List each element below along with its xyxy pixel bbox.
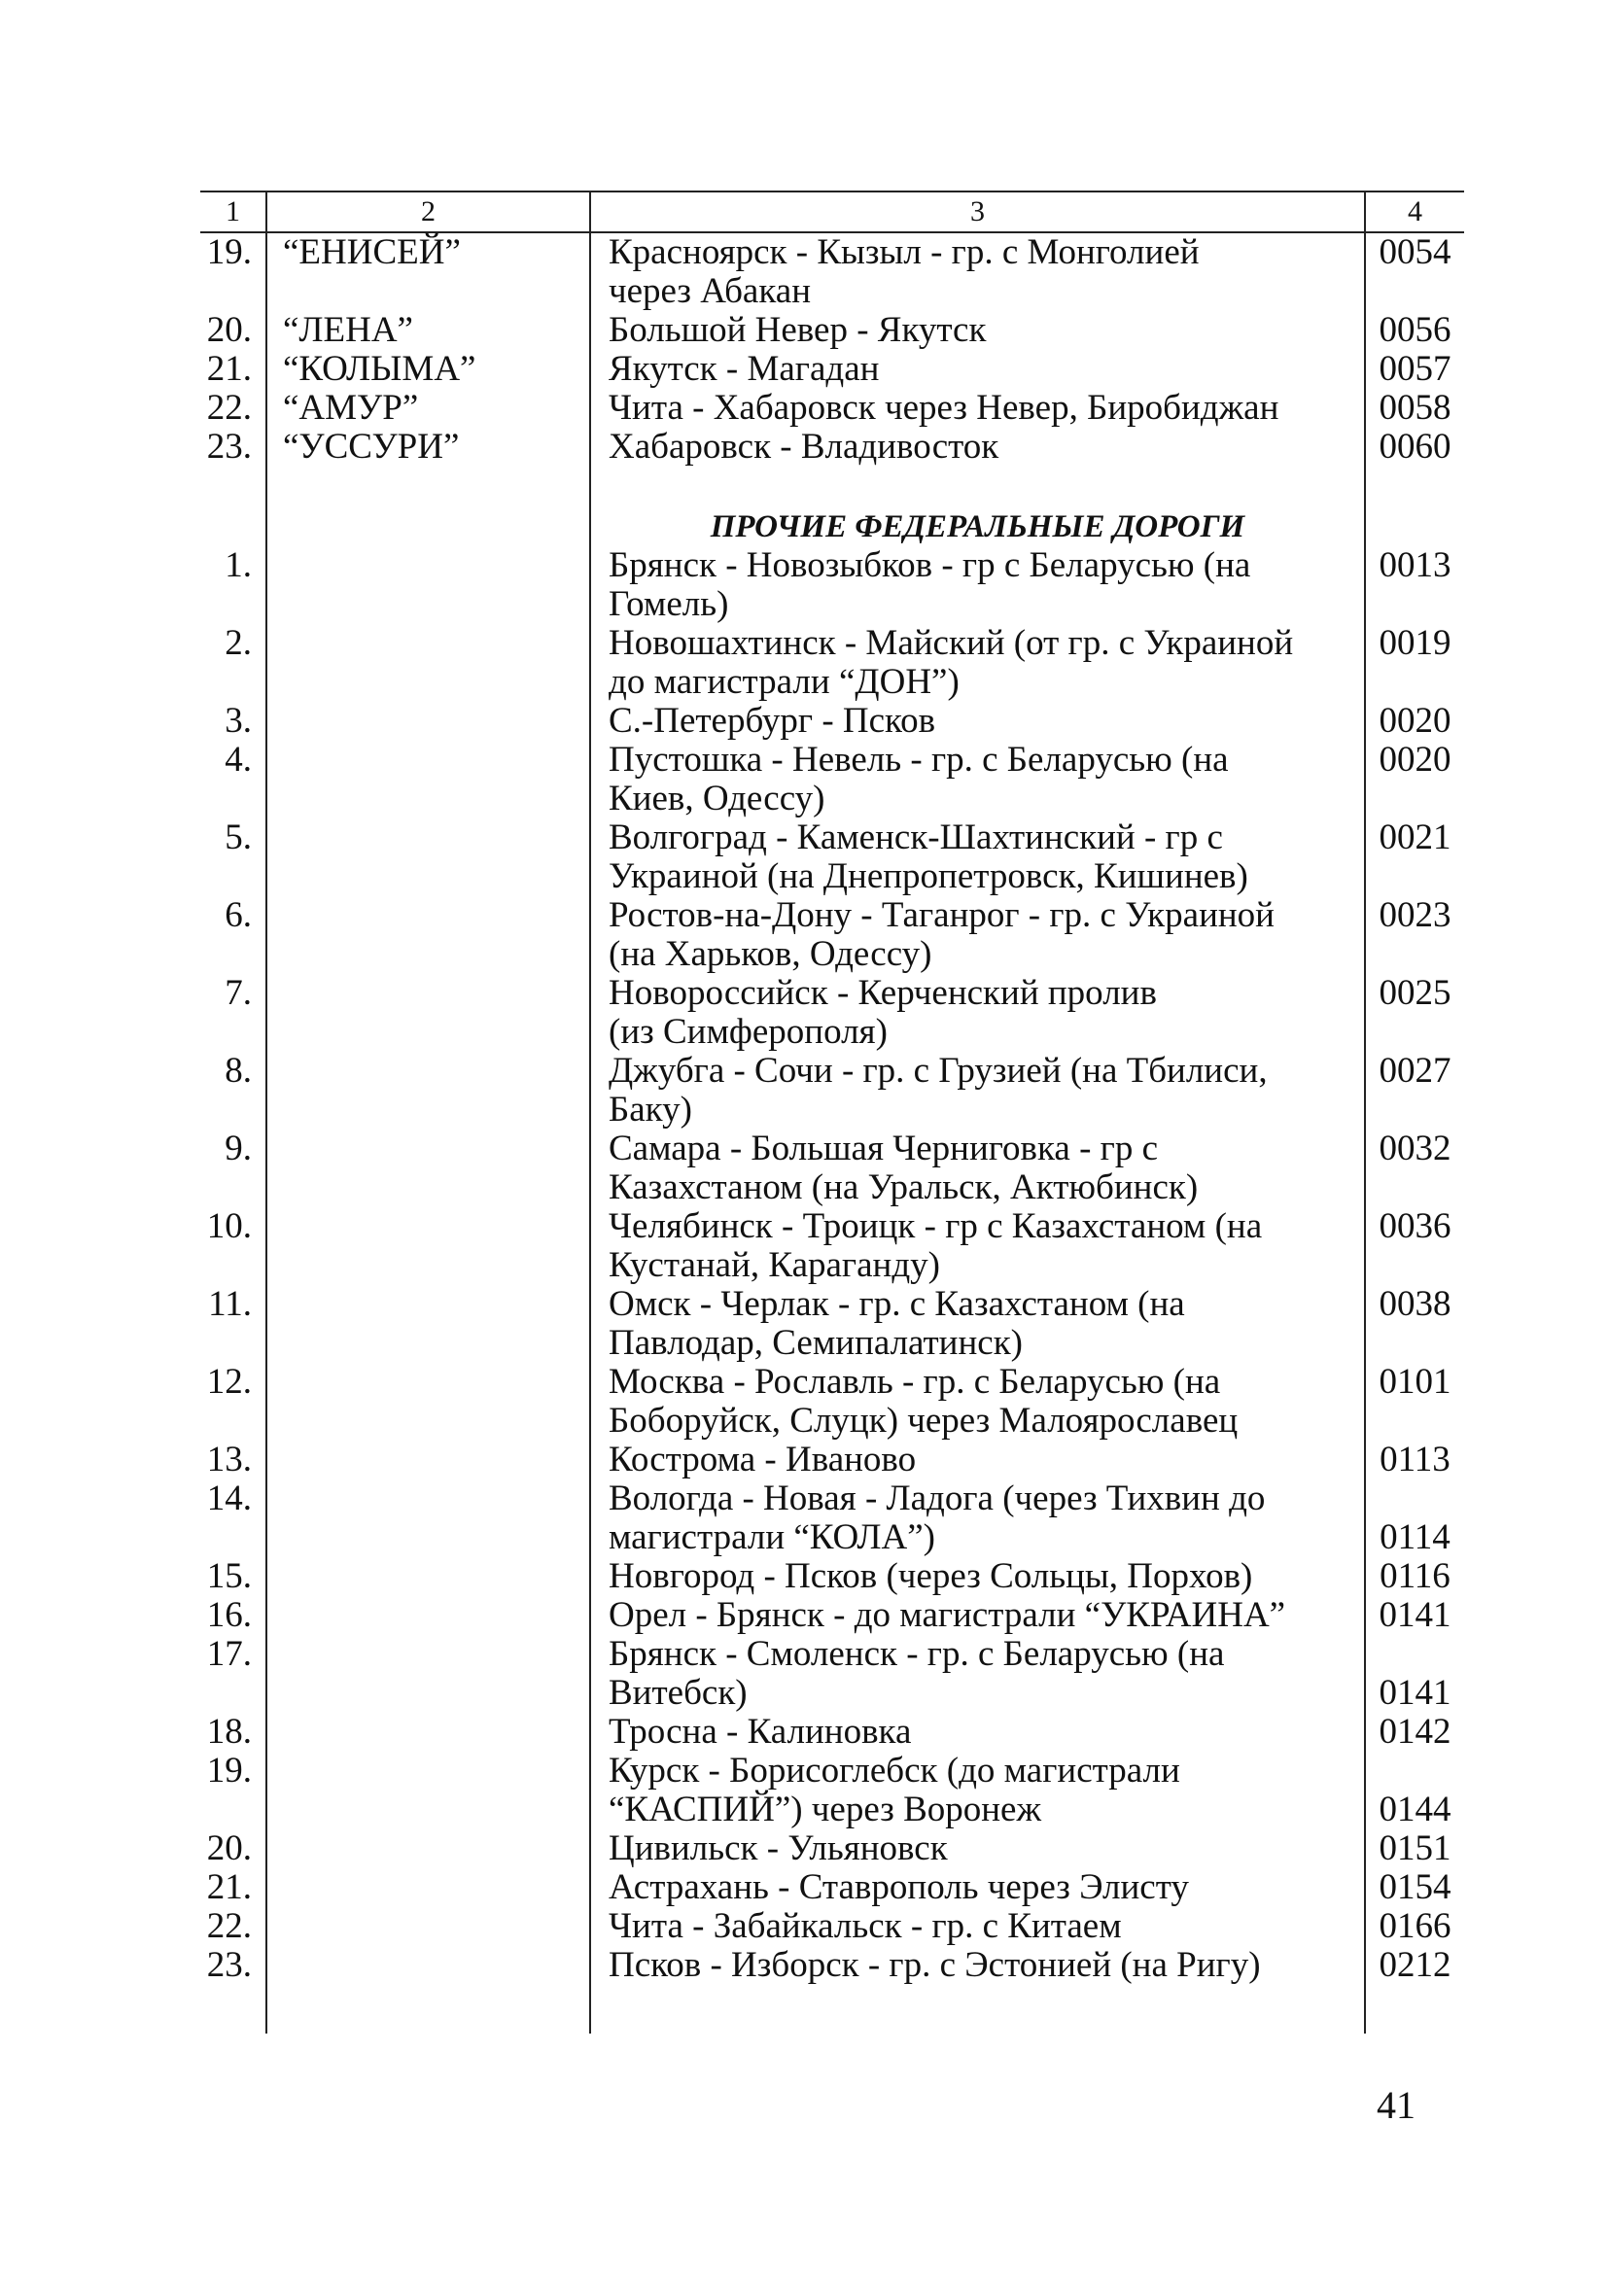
- route-line: Пустошка - Невель - гр. с Беларусью (на: [609, 740, 1229, 780]
- section-empty: [200, 507, 266, 546]
- row-number: 19.: [206, 232, 252, 272]
- road-name: [266, 702, 590, 741]
- road-code-value: 0036: [1379, 1206, 1451, 1246]
- table-row: [200, 1479, 1464, 1557]
- route-description: [590, 1052, 1365, 1130]
- section-row: [200, 507, 1464, 546]
- table-row: [200, 546, 1464, 624]
- road-code: [1365, 232, 1464, 311]
- road-name: “ЛЕНА”: [266, 311, 590, 350]
- table-row: [200, 311, 1464, 350]
- route-line: Брянск - Смоленск - гр. с Беларусью (на: [609, 1634, 1225, 1674]
- table-row: [200, 428, 1464, 467]
- route-description: [590, 1946, 1365, 1985]
- table-row: [200, 1207, 1464, 1285]
- route-description: [590, 1363, 1365, 1441]
- road-code-value: 0101: [1379, 1362, 1451, 1402]
- tail-row: [200, 1985, 1464, 2034]
- road-code-value: 0057: [1379, 349, 1451, 389]
- road-code-value: 0144: [1379, 1790, 1451, 1829]
- table-row: [200, 818, 1464, 896]
- road-name: [266, 1868, 590, 1907]
- table-row: [200, 389, 1464, 428]
- route-line: Якутск - Магадан: [609, 349, 880, 389]
- route-line: Ростов-на-Дону - Таганрог - гр. с Украиной: [609, 895, 1275, 935]
- row-number: 12.: [206, 1362, 252, 1402]
- page-number: 41: [1377, 2083, 1416, 2127]
- route-line: до магистрали “ДОН”): [609, 662, 960, 702]
- road-code: [1365, 702, 1464, 741]
- route-description: [590, 389, 1365, 428]
- route-line: Новгород - Псков (через Сольцы, Порхов): [609, 1556, 1253, 1596]
- table-row: [200, 1752, 1464, 1829]
- road-code-value: 0021: [1379, 818, 1451, 857]
- road-code: [1365, 1052, 1464, 1130]
- table-row: [200, 1557, 1464, 1596]
- road-name: [266, 1596, 590, 1635]
- tail-cell: [200, 1985, 266, 2034]
- road-name: [266, 1557, 590, 1596]
- road-code: [1365, 1479, 1464, 1557]
- road-code-value: 0060: [1379, 427, 1451, 467]
- federal-roads-table: [200, 191, 1464, 2034]
- road-name: [266, 624, 590, 702]
- road-name: [266, 896, 590, 974]
- table-row: [200, 1052, 1464, 1130]
- road-code-value: 0020: [1379, 701, 1451, 741]
- road-name: [266, 1207, 590, 1285]
- road-code-value: 0154: [1379, 1867, 1451, 1907]
- route-line: Курск - Борисоглебск (до магистрали: [609, 1751, 1180, 1791]
- road-code: [1365, 1130, 1464, 1207]
- road-code: [1365, 350, 1464, 389]
- road-code-value: 0114: [1380, 1517, 1451, 1557]
- route-description: [590, 350, 1365, 389]
- route-description: [590, 1441, 1365, 1479]
- road-name: [266, 1752, 590, 1829]
- route-description: [590, 1635, 1365, 1713]
- row-number: 23.: [206, 1945, 252, 1985]
- route-line: Витебск): [609, 1673, 748, 1713]
- route-description: [590, 741, 1365, 818]
- road-name: “ЕНИСЕЙ”: [266, 232, 590, 311]
- spacer-cell: [590, 467, 1365, 507]
- route-description: [590, 428, 1365, 467]
- route-description: [590, 896, 1365, 974]
- row-number: 22.: [206, 1906, 252, 1946]
- road-name: “АМУР”: [266, 389, 590, 428]
- road-code: [1365, 1946, 1464, 1985]
- table-row: [200, 1285, 1464, 1363]
- row-number: 11.: [208, 1284, 252, 1324]
- road-code: [1365, 1829, 1464, 1868]
- table-row: [200, 1829, 1464, 1868]
- route-description: [590, 1285, 1365, 1363]
- table-row: [200, 350, 1464, 389]
- road-code: [1365, 1752, 1464, 1829]
- row-number: 22.: [206, 388, 252, 428]
- road-name: [266, 1907, 590, 1946]
- road-name: [266, 1635, 590, 1713]
- route-line: (на Харьков, Одессу): [609, 934, 932, 974]
- row-number: 7.: [225, 973, 252, 1013]
- route-line: Украиной (на Днепропетровск, Кишинев): [609, 856, 1248, 896]
- route-line: Цивильск - Ульяновск: [609, 1828, 948, 1868]
- road-code: [1365, 311, 1464, 350]
- route-line: Брянск - Новозыбков - гр с Беларусью (на: [609, 545, 1251, 585]
- row-number: 18.: [206, 1712, 252, 1752]
- table-row: [200, 1713, 1464, 1752]
- section-title: ПРОЧИЕ ФЕДЕРАЛЬНЫЕ ДОРОГИ: [590, 507, 1365, 546]
- table-row: [200, 974, 1464, 1052]
- row-number: 21.: [206, 1867, 252, 1907]
- road-code-value: 0019: [1379, 623, 1451, 663]
- route-description: [590, 1130, 1365, 1207]
- road-code-value: 0113: [1380, 1440, 1451, 1479]
- road-code: [1365, 741, 1464, 818]
- header-row: [200, 191, 1464, 232]
- road-code-value: 0023: [1379, 895, 1451, 935]
- road-code-value: 0058: [1379, 388, 1451, 428]
- road-code-value: 0212: [1379, 1945, 1451, 1985]
- spacer-row: [200, 467, 1464, 507]
- route-line: Большой Невер - Якутск: [609, 310, 987, 350]
- road-code-value: 0025: [1379, 973, 1451, 1013]
- route-description: [590, 1868, 1365, 1907]
- route-line: Казахстаном (на Уральск, Актюбинск): [609, 1167, 1199, 1207]
- route-description: [590, 974, 1365, 1052]
- header-col-3: 3: [590, 191, 1365, 232]
- route-line: Тросна - Калиновка: [609, 1712, 912, 1752]
- road-code-value: 0054: [1379, 232, 1451, 272]
- road-code: [1365, 1557, 1464, 1596]
- route-line: Кустанай, Караганду): [609, 1245, 940, 1285]
- route-description: [590, 818, 1365, 896]
- route-description: [590, 1479, 1365, 1557]
- route-description: [590, 1207, 1365, 1285]
- road-name: [266, 1946, 590, 1985]
- road-code: [1365, 1635, 1464, 1713]
- road-code: [1365, 428, 1464, 467]
- road-name: [266, 546, 590, 624]
- route-description: [590, 1557, 1365, 1596]
- row-number: 14.: [206, 1478, 252, 1518]
- table-row: [200, 232, 1464, 311]
- row-number: 13.: [206, 1440, 252, 1479]
- row-number: 3.: [225, 701, 252, 741]
- table-row: [200, 702, 1464, 741]
- table-row: [200, 1363, 1464, 1441]
- table-row: [200, 1635, 1464, 1713]
- tail-cell: [1365, 1985, 1464, 2034]
- row-number: 5.: [225, 818, 252, 857]
- row-number: 20.: [206, 1828, 252, 1868]
- road-name: [266, 1441, 590, 1479]
- road-code-value: 0027: [1379, 1051, 1451, 1091]
- table-row: [200, 624, 1464, 702]
- road-code: [1365, 1285, 1464, 1363]
- row-number: 17.: [206, 1634, 252, 1674]
- table-header: [200, 191, 1464, 232]
- route-line: Волгоград - Каменск-Шахтинский - гр с: [609, 818, 1223, 857]
- row-number: 15.: [206, 1556, 252, 1596]
- row-number: 2.: [225, 623, 252, 663]
- row-number: 6.: [225, 895, 252, 935]
- road-code-value: 0020: [1379, 740, 1451, 780]
- route-line: Самара - Большая Черниговка - гр с: [609, 1129, 1159, 1168]
- route-description: [590, 546, 1365, 624]
- road-name: [266, 1713, 590, 1752]
- row-number: 4.: [225, 740, 252, 780]
- route-line: Астрахань - Ставрополь через Элисту: [609, 1867, 1189, 1907]
- road-code: [1365, 896, 1464, 974]
- road-code-value: 0116: [1380, 1556, 1451, 1596]
- road-code-value: 0013: [1379, 545, 1451, 585]
- road-code: [1365, 974, 1464, 1052]
- table-row: [200, 1907, 1464, 1946]
- route-description: [590, 1829, 1365, 1868]
- road-name: [266, 1829, 590, 1868]
- route-description: [590, 1596, 1365, 1635]
- table-body: [200, 232, 1464, 2034]
- header-col-4: 4: [1365, 191, 1464, 232]
- road-name: [266, 1363, 590, 1441]
- route-line: Псков - Изборск - гр. с Эстонией (на Ригу): [609, 1945, 1261, 1985]
- route-line: Киев, Одессу): [609, 779, 825, 818]
- road-code: [1365, 1907, 1464, 1946]
- route-description: [590, 1907, 1365, 1946]
- table-row: [200, 1596, 1464, 1635]
- road-name: [266, 1130, 590, 1207]
- route-line: Джубга - Сочи - гр. с Грузией (на Тбилиси,: [609, 1051, 1268, 1091]
- road-code: [1365, 389, 1464, 428]
- route-description: [590, 702, 1365, 741]
- route-line: Орел - Брянск - до магистрали “УКРАИНА”: [609, 1595, 1286, 1635]
- road-code: [1365, 624, 1464, 702]
- route-line: Москва - Рославль - гр. с Беларусью (на: [609, 1362, 1221, 1402]
- route-line: Хабаровск - Владивосток: [609, 427, 999, 467]
- road-code: [1365, 546, 1464, 624]
- tail-cell: [266, 1985, 590, 2034]
- row-number: 16.: [206, 1595, 252, 1635]
- table-row: [200, 896, 1464, 974]
- road-code-value: 0032: [1379, 1129, 1451, 1168]
- row-number: 9.: [225, 1129, 252, 1168]
- road-code-value: 0141: [1379, 1595, 1451, 1635]
- route-line: Новороссийск - Керченский пролив: [609, 973, 1157, 1013]
- spacer-cell: [266, 467, 590, 507]
- table-row: [200, 1441, 1464, 1479]
- row-number: 8.: [225, 1051, 252, 1091]
- route-line: Баку): [609, 1090, 692, 1130]
- road-code: [1365, 818, 1464, 896]
- road-code: [1365, 1868, 1464, 1907]
- header-col-2: 2: [266, 191, 590, 232]
- section-empty: [1365, 507, 1464, 546]
- road-code: [1365, 1596, 1464, 1635]
- row-number: 1.: [225, 545, 252, 585]
- road-name: [266, 741, 590, 818]
- row-number: 19.: [206, 1751, 252, 1791]
- route-description: [590, 1713, 1365, 1752]
- road-name: “КОЛЫМА”: [266, 350, 590, 389]
- tail-cell: [590, 1985, 1365, 2034]
- row-number: 20.: [206, 310, 252, 350]
- road-code-value: 0166: [1379, 1906, 1451, 1946]
- road-code: [1365, 1363, 1464, 1441]
- route-line: Боборуйск, Слуцк) через Малоярославец: [609, 1401, 1239, 1441]
- table-row: [200, 741, 1464, 818]
- route-line: “КАСПИЙ”) через Воронеж: [609, 1790, 1042, 1829]
- route-line: Челябинск - Троицк - гр с Казахстаном (на: [609, 1206, 1263, 1246]
- route-line: Гомель): [609, 584, 729, 624]
- table-row: [200, 1130, 1464, 1207]
- road-name: “УССУРИ”: [266, 428, 590, 467]
- road-name: [266, 1285, 590, 1363]
- route-line: (из Симферополя): [609, 1012, 888, 1052]
- table-row: [200, 1946, 1464, 1985]
- route-description: [590, 311, 1365, 350]
- route-line: Новошахтинск - Майский (от гр. с Украиной: [609, 623, 1294, 663]
- route-line: через Абакан: [609, 271, 811, 311]
- road-name: [266, 974, 590, 1052]
- route-description: [590, 232, 1365, 311]
- road-code-value: 0151: [1379, 1828, 1451, 1868]
- route-line: Вологда - Новая - Ладога (через Тихвин до: [609, 1478, 1266, 1518]
- table-row: [200, 1868, 1464, 1907]
- spacer-cell: [200, 467, 266, 507]
- road-name: [266, 1479, 590, 1557]
- road-name: [266, 818, 590, 896]
- road-code: [1365, 1441, 1464, 1479]
- route-line: Омск - Черлак - гр. с Казахстаном (на: [609, 1284, 1185, 1324]
- route-line: Красноярск - Кызыл - гр. с Монголией: [609, 232, 1200, 272]
- route-line: Кострома - Иваново: [609, 1440, 917, 1479]
- route-line: магистрали “КОЛА”): [609, 1517, 935, 1557]
- route-line: Чита - Хабаровск через Невер, Биробиджан: [609, 388, 1279, 428]
- row-number: 21.: [206, 349, 252, 389]
- road-code: [1365, 1713, 1464, 1752]
- route-line: Чита - Забайкальск - гр. с Китаем: [609, 1906, 1122, 1946]
- route-line: Павлодар, Семипалатинск): [609, 1323, 1024, 1363]
- road-code-value: 0142: [1379, 1712, 1451, 1752]
- route-line: С.-Петербург - Псков: [609, 701, 936, 741]
- spacer-cell: [1365, 467, 1464, 507]
- section-empty: [266, 507, 590, 546]
- road-code-value: 0141: [1379, 1673, 1451, 1713]
- road-code-value: 0056: [1379, 310, 1451, 350]
- header-col-1: 1: [200, 191, 266, 232]
- row-number: 10.: [206, 1206, 252, 1246]
- route-description: [590, 624, 1365, 702]
- road-code: [1365, 1207, 1464, 1285]
- road-code-value: 0038: [1379, 1284, 1451, 1324]
- route-description: [590, 1752, 1365, 1829]
- row-number: 23.: [206, 427, 252, 467]
- road-name: [266, 1052, 590, 1130]
